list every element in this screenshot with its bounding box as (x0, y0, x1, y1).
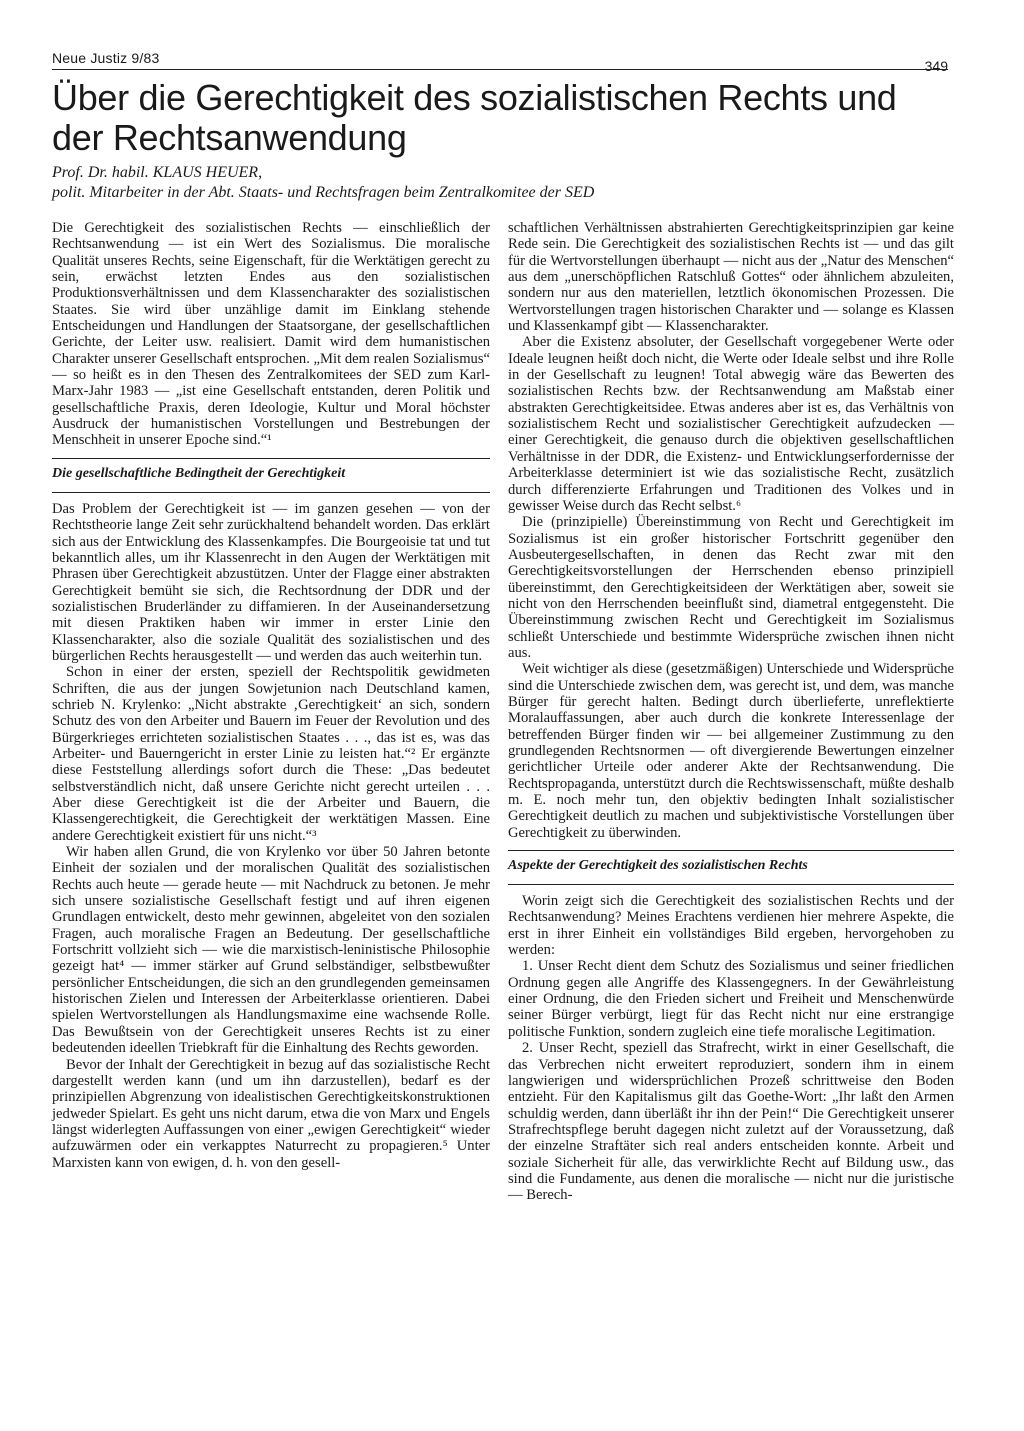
paragraph: Schon in einer der ersten, speziell der Rechtspolitik gewidmeten Schriften, die aus der jungen Sowjetunion nach Deutschland kamen, schrieb N. Krylenko: „Nicht abstrakte ‚Gerechtigkeit‘ an sich, sondern Schutz des von den Arbeiter und Bauern im Feuer der Revolution und des Bürgerkrieges errichteten sozialistischen Staates . . ., das ist es, was das Arbeiter- und Bauerngericht in erster Linie zu leisten hat.“² Er ergänzte diese Feststellung allerdings sofort durch die These: „Das bedeutet selbstverständlich nicht, daß unsere Gerichte nicht gerecht urteilen . . . Aber diese Gerechtigkeit ist die der Arbeiter und Bauern, die Klassengerechtigkeit, die Gerechtigkeit der werktätigen Massen. Eine andere Gerechtigkeit existiert für uns nicht.“³ (52, 664, 490, 844)
left-column (52, 220, 490, 1171)
author-block (52, 163, 952, 203)
paragraph: Wir haben allen Grund, die von Krylenko vor über 50 Jahren betonte Einheit der sozialen und der moralischen Qualität des sozialistischen Rechts auch heute — gerade heute — mit Nachdruck zu betonen. Je mehr sich unsere sozialistische Gesellschaft festigt und auf ihren eigenen Grundlagen entwickelt, desto mehr gewinnen, abgeleitet von den sozialen Fragen, auch moralische Fragen an Bedeutung. Der gesellschaftliche Fortschritt vollzieht sich — wie die marxistisch-leninistische Philosophie gezeigt hat⁴ — immer stärker auf Grund selbständiger, selbstbewußter persönlicher Entscheidungen, die sich an den grundlegenden gemeinsamen historischen Zielen und Interessen der Arbeiterklasse orientieren. Dabei spielen Wertvorstellungen als Handlungsmaxime eine wachsende Rolle. Das Bewußtsein von der Gerechtigkeit unseres Rechts ist zu einer bedeutenden ideellen Triebkraft für die Einhaltung des Rechts geworden. (52, 844, 490, 1057)
journal-issue: Neue Justiz 9/83 (52, 50, 160, 66)
header-rule (52, 69, 948, 70)
paragraph: schaftlichen Verhältnissen abstrahierten Gerechtigkeitsprinzipien gar keine Rede sein. Die Gerechtigkeit des sozialistischen Rechts ist — und das gilt für die Wertvorstellungen überhaupt — nicht aus der „Natur des Menschen“ aus dem „unerschöpflichen Ratschluß Gottes“ oder ähnlichem abzuleiten, sondern nur aus den materiellen, letztlich ökonomischen Prozessen. Die Wertvorstellungen tragen historischen Charakter und — solange es Klassen und Klassenkampf gibt — Klassencharakter. (508, 220, 954, 335)
paragraph: Aber die Existenz absoluter, der Gesellschaft vorgegebener Werte oder Ideale leugnen heißt doch nicht, die Werte oder Ideale selbst und ihre Rolle in der Gesellschaft zu leugnen! Total abwegig wäre das Bewerten des sozialistischen Rechts bzw. der Rechtsanwendung am Maßstab einer abstrakten Gerechtigkeitsidee. Etwas anderes aber ist es, das Verhältnis von sozialistischem Recht und sozialistischer Gerechtigkeit aufzudecken — einer Gerechtigkeit, die genauso durch die objektiven gesellschaftlichen Verhältnisse in der DDR, die Existenz- und Entwicklungserfordernisse der Arbeiterklasse determiniert ist wie das sozialistische Recht, zusätzlich durch differenzierte Erfahrungen und Traditionen des Volkes und in gewisser Weise durch das Recht selbst.⁶ (508, 334, 954, 514)
paragraph: Die (prinzipielle) Übereinstimmung von Recht und Gerechtigkeit im Sozialismus ist ein großer historischer Fortschritt gegenüber den Ausbeutergesellschaften, in denen das Recht zwar mit den Gerechtigkeitsvorstellungen der Herrschenden ebenso prinzipiell übereinstimmt, den Gerechtigkeitsideen der Werktätigen aber, soweit sie nicht von den Herrschenden beeinflußt sind, diametral entgegensteht. Die Übereinstimmung zwischen Recht und Gerechtigkeit im Sozialismus schließt Unterschiede und bestimmte Widersprüche zwischen ihnen nicht aus. (508, 514, 954, 661)
paragraph: Weit wichtiger als diese (gesetzmäßigen) Unterschiede und Widersprüche sind die Unterschiede zwischen dem, was gerecht ist, und dem, was manche Bürger für gerecht halten. Bedingt durch überlieferte, unreflektierte Moralauffassungen, aber auch durch die konkrete Interessenlage der betreffenden Bürger finden wir — bei allgemeiner Zustimmung zu den grundlegenden Rechtsnormen — oft divergierende Bewertungen einzelner gerichtlicher Urteile oder anderer Akte der Rechtsanwendung. Die Rechtspropaganda, unterstützt durch die Rechtswissenschaft, müßte deshalb m. E. noch mehr tun, den objektiv bedingten Inhalt sozialistischer Gerechtigkeit deutlich zu machen und subjektivistische Vorstellungen über Gerechtigkeit zu überwinden. (508, 661, 954, 841)
article-title: Über die Gerechtigkeit des sozialistischen Rechts und der Rechtsanwendung (52, 77, 897, 158)
paragraph: Worin zeigt sich die Gerechtigkeit des sozialistischen Rechts und der Rechtsanwendung? Meines Erachtens verdienen hier mehrere Aspekte, die erst in ihrer Einheit ein vollständiges Bild ergeben, hervorgehoben zu werden: (508, 893, 954, 959)
intro-paragraph: Die Gerechtigkeit des sozialistischen Rechts — einschließlich der Rechtsanwendung — ist ein Wert des Sozialismus. Die moralische Qualität unseres Rechts, seine Eigenschaft, für die Werktätigen gerecht zu sein, erwächst letzten Endes aus den sozialistischen Produktionsverhältnissen und dem Klassencharakter des sozialistischen Staates. Sie wird über unzählige damit im Einklang stehende Entscheidungen und Handlungen der Staatsorgane, der gesellschaftlichen Gerichte, der Leiter usw. realisiert. Damit wird dem humanistischen Charakter unserer Gesellschaft entsprochen. „Mit dem realen Sozialismus“ — so heißt es in den Thesen des Zentralkomitees der SED zum Karl-Marx-Jahr 1983 — „ist eine Gesellschaft entstanden, deren Politik und gesellschaftliche Praxis, deren Ideologie, Kultur und Moral höchster Ausdruck der humanistischen Vorstellungen und Bestrebungen der Menschheit in unserer Epoche sind.“¹ (52, 220, 490, 449)
section-rule (508, 884, 954, 885)
paragraph: 2. Unser Recht, speziell das Strafrecht, wirkt in einer Gesellschaft, die das Verbrechen nicht erweitert reproduziert, sondern ihm in einem langwierigen und widersprüchlichen Prozeß schrittweise den Boden entzieht. Für den Kapitalismus gilt das Goethe-Wort: „Ihr laßt den Armen schuldig werden, dann überläßt ihr ihn der Pein!“ Die Gerechtigkeit unserer Strafrechtspflege beruht dagegen nicht zuletzt auf der Voraussetzung, daß der einzelne Straftäter sich real anders entscheiden konnte. Arbeit und soziale Sicherheit für alle, das verwirklichte Recht auf Bildung usw., das sind die Fundamente, aus denen die moralische — nicht nur die juristische — Berech- (508, 1040, 954, 1204)
page-number: 349 (924, 58, 948, 74)
section-heading-bedingtheit: Die gesellschaftliche Bedingtheit der Gerechtigkeit (52, 458, 490, 483)
right-column (508, 220, 954, 1204)
paragraph: 1. Unser Recht dient dem Schutz des Sozialismus und seiner friedlichen Ordnung gegen alle Angriffe des Klassengegners. In der Gewährleistung einer Ordnung, die den Frieden sichert und Freiheit und Menschenwürde seiner Bürger verbürgt, liegt für das Recht nicht nur eine erstrangige politische Funktion, sondern zugleich eine tiefe moralische Legitimation. (508, 958, 954, 1040)
paragraph: Bevor der Inhalt der Gerechtigkeit in bezug auf das sozialistische Recht dargestellt werden kann (und um ihn darzustellen), bedarf es der prinzipiellen Abgrenzung von idealistischen Gerechtigkeitskonstruktionen jedweder Spielart. Es geht uns nicht darum, etwa die von Marx und Engels längst widerlegten Auffassungen von einer „ewigen Gerechtigkeit“ wieder aufzuwärmen oder ein verkapptes Naturrecht zu propagieren.⁵ Unter Marxisten kann von ewigen, d. h. von den gesell- (52, 1056, 490, 1171)
author-position: polit. Mitarbeiter in der Abt. Staats- und Rechtsfragen beim Zentralkomitee der SED (52, 184, 595, 201)
paragraph: Das Problem der Gerechtigkeit ist — im ganzen gesehen — von der Rechtstheorie lange Zeit sehr zurückhaltend behandelt worden. Das erklärt sich aus der Entwicklung des Klassenkampfes. Die Bourgeoisie tat und tut bekanntlich alles, um ihr Klassenrecht in den Augen der Werktätigen mit Phrasen über Gerechtigkeit abzustützen. Unter der Flagge einer abstrakten Gerechtigkeit bemüht sie sich, die Rechtsordnung der DDR und der sozialistischen Bruderländer zu diffamieren. In der Auseinandersetzung mit diesen Praktiken haben wir immer in erster Linie den Klassencharakter, also die soziale Qualität des sozialistischen und des bürgerlichen Rechts herausgestellt — und werden das auch weiterhin tun. (52, 500, 490, 664)
section-rule (52, 492, 490, 493)
author-name: Prof. Dr. habil. KLAUS HEUER, (52, 164, 263, 181)
section-heading-aspekte: Aspekte der Gerechtigkeit des sozialistischen Rechts (508, 850, 954, 875)
